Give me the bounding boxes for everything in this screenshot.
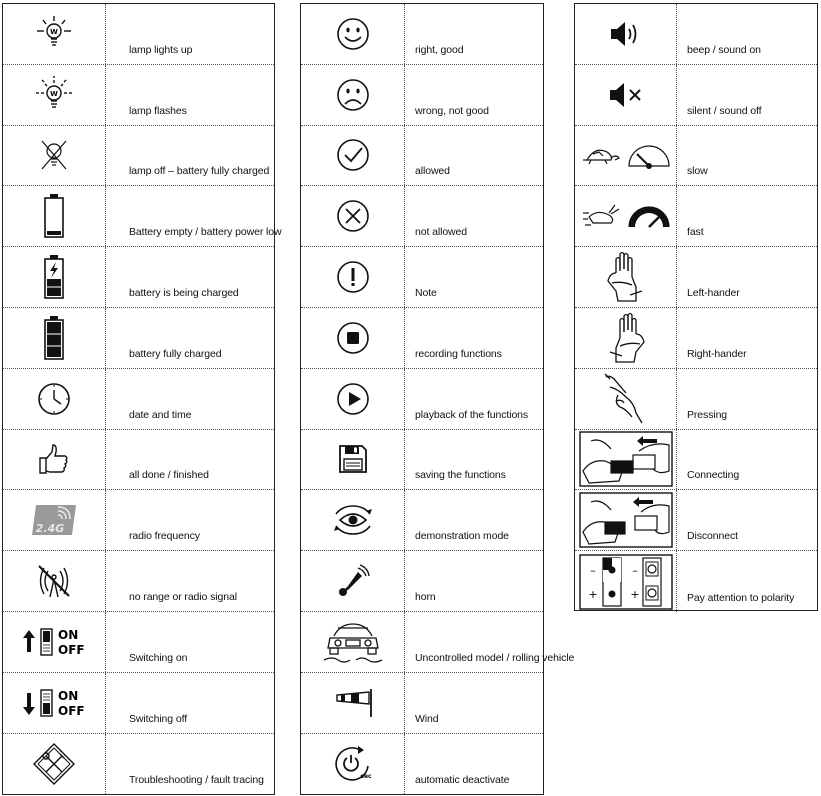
row-label: slow	[687, 165, 708, 178]
rf-label: 2.4G	[35, 522, 65, 536]
table-row	[3, 247, 274, 308]
symbol-table-right	[574, 3, 818, 611]
row-label: playback of the functions	[415, 408, 529, 421]
table-row	[301, 430, 543, 491]
minus-text-right: –	[631, 563, 638, 577]
row-label: horn	[415, 590, 436, 603]
row-label: battery fully charged	[129, 347, 222, 360]
table-row	[575, 490, 817, 551]
plug-connect-icon	[575, 430, 677, 490]
row-label: saving the functions	[415, 469, 506, 482]
row-label: allowed	[415, 165, 450, 178]
row-label: not allowed	[415, 226, 468, 239]
row-label: Disconnect	[687, 530, 738, 543]
row-label: lamp flashes	[129, 104, 187, 117]
sec-text: sec	[359, 772, 372, 780]
row-label: no range or radio signal	[129, 590, 237, 603]
row-label: all done / finished	[129, 469, 209, 482]
table-row	[301, 551, 543, 612]
table-row	[3, 4, 274, 65]
finger-press-icon	[575, 369, 677, 429]
battery-charging-icon	[3, 247, 106, 307]
table-row	[3, 430, 274, 491]
troubleshooting-icon	[3, 734, 106, 795]
table-row	[575, 247, 817, 308]
speaker-on-icon	[575, 4, 677, 64]
radio-frequency-icon	[3, 490, 106, 550]
row-label: battery is being charged	[129, 286, 239, 299]
smiley-sad-icon	[301, 65, 405, 125]
row-label: wrong, not good	[415, 104, 489, 117]
table-row	[575, 126, 817, 187]
row-label: date and time	[129, 408, 192, 421]
table-row	[575, 65, 817, 126]
switch-off-text: OFF	[58, 703, 85, 718]
row-label: Switching on	[129, 651, 188, 664]
row-label: recording functions	[415, 347, 502, 360]
thumbs-up-icon	[3, 430, 106, 490]
table-row	[3, 308, 274, 369]
lamp-lights-up-icon	[3, 4, 106, 64]
table-row	[575, 369, 817, 430]
table-row	[301, 734, 543, 795]
smiley-happy-icon	[301, 4, 405, 64]
row-label: Right-hander	[687, 347, 747, 360]
floppy-disk-icon	[301, 430, 405, 490]
plus-text: +	[587, 587, 598, 601]
battery-empty-icon	[3, 186, 106, 246]
polarity-icon	[575, 551, 677, 612]
table-row	[301, 490, 543, 551]
plug-disconnect-icon	[575, 490, 677, 550]
table-row	[301, 4, 543, 65]
record-stop-icon	[301, 308, 405, 368]
exclamation-circle-icon	[301, 247, 405, 307]
table-row	[3, 673, 274, 734]
row-label: Troubleshooting / fault tracing	[129, 774, 264, 787]
table-row	[575, 551, 817, 612]
row-label: lamp off – battery fully charged	[129, 165, 270, 178]
auto-power-off-icon	[301, 734, 405, 795]
row-label: radio frequency	[129, 530, 200, 543]
row-label: Connecting	[687, 469, 740, 482]
svg-text:W: W	[50, 27, 58, 36]
switch-off-icon	[3, 673, 106, 733]
row-label: Wind	[415, 712, 439, 725]
lamp-off-icon	[3, 126, 106, 186]
table-row	[3, 490, 274, 551]
row-label: demonstration mode	[415, 530, 509, 543]
horn-icon	[301, 551, 405, 611]
row-label: Switching off	[129, 712, 188, 725]
speaker-mute-icon	[575, 65, 677, 125]
table-row	[575, 186, 817, 247]
clock-icon	[3, 369, 106, 429]
table-row	[3, 65, 274, 126]
table-row	[3, 612, 274, 673]
row-label: Uncontrolled model / rolling vehicle	[415, 651, 575, 664]
play-circle-icon	[301, 369, 405, 429]
row-label: silent / sound off	[687, 104, 762, 117]
windsock-icon	[301, 673, 405, 733]
row-label: Pressing	[687, 408, 728, 421]
rabbit-fast-icon	[575, 186, 677, 246]
table-row	[301, 673, 543, 734]
table-row	[301, 126, 543, 187]
table-row	[575, 308, 817, 369]
table-row	[575, 430, 817, 491]
table-row	[3, 551, 274, 612]
switch-on-text: ON	[58, 688, 79, 703]
minus-text: –	[589, 563, 596, 577]
switch-on-icon	[3, 612, 106, 672]
table-row	[301, 65, 543, 126]
table-row	[3, 186, 282, 247]
table-row	[301, 186, 543, 247]
left-hand-icon	[575, 247, 677, 307]
table-row	[3, 126, 274, 187]
eye-cycle-icon	[301, 490, 405, 550]
table-row	[301, 612, 575, 673]
check-circle-icon	[301, 126, 405, 186]
no-signal-icon	[3, 551, 106, 611]
rolling-car-icon	[301, 612, 405, 672]
lamp-flashes-icon	[3, 65, 106, 125]
row-label: Note	[415, 286, 437, 299]
row-label: Left-hander	[687, 286, 740, 299]
right-hand-icon	[575, 308, 677, 368]
row-label: Pay attention to polarity	[687, 591, 795, 604]
svg-text:W: W	[50, 89, 58, 98]
table-row	[3, 734, 274, 795]
switch-on-text: ON	[58, 627, 79, 642]
battery-full-icon	[3, 308, 106, 368]
row-label: automatic deactivate	[415, 774, 510, 787]
turtle-slow-icon	[575, 126, 677, 186]
row-label: fast	[687, 226, 704, 239]
x-circle-icon	[301, 186, 405, 246]
plus-text-right: +	[629, 587, 640, 601]
symbol-table-middle	[300, 3, 575, 795]
row-label: lamp lights up	[129, 43, 193, 56]
table-row	[301, 247, 543, 308]
table-row	[301, 308, 543, 369]
row-label: Battery empty / battery power low	[129, 226, 282, 239]
table-row	[575, 4, 817, 65]
table-row	[3, 369, 274, 430]
table-row	[301, 369, 543, 430]
row-label: right, good	[415, 43, 464, 56]
symbol-table-left	[2, 3, 282, 795]
switch-off-text: OFF	[58, 642, 85, 657]
row-label: beep / sound on	[687, 43, 761, 56]
